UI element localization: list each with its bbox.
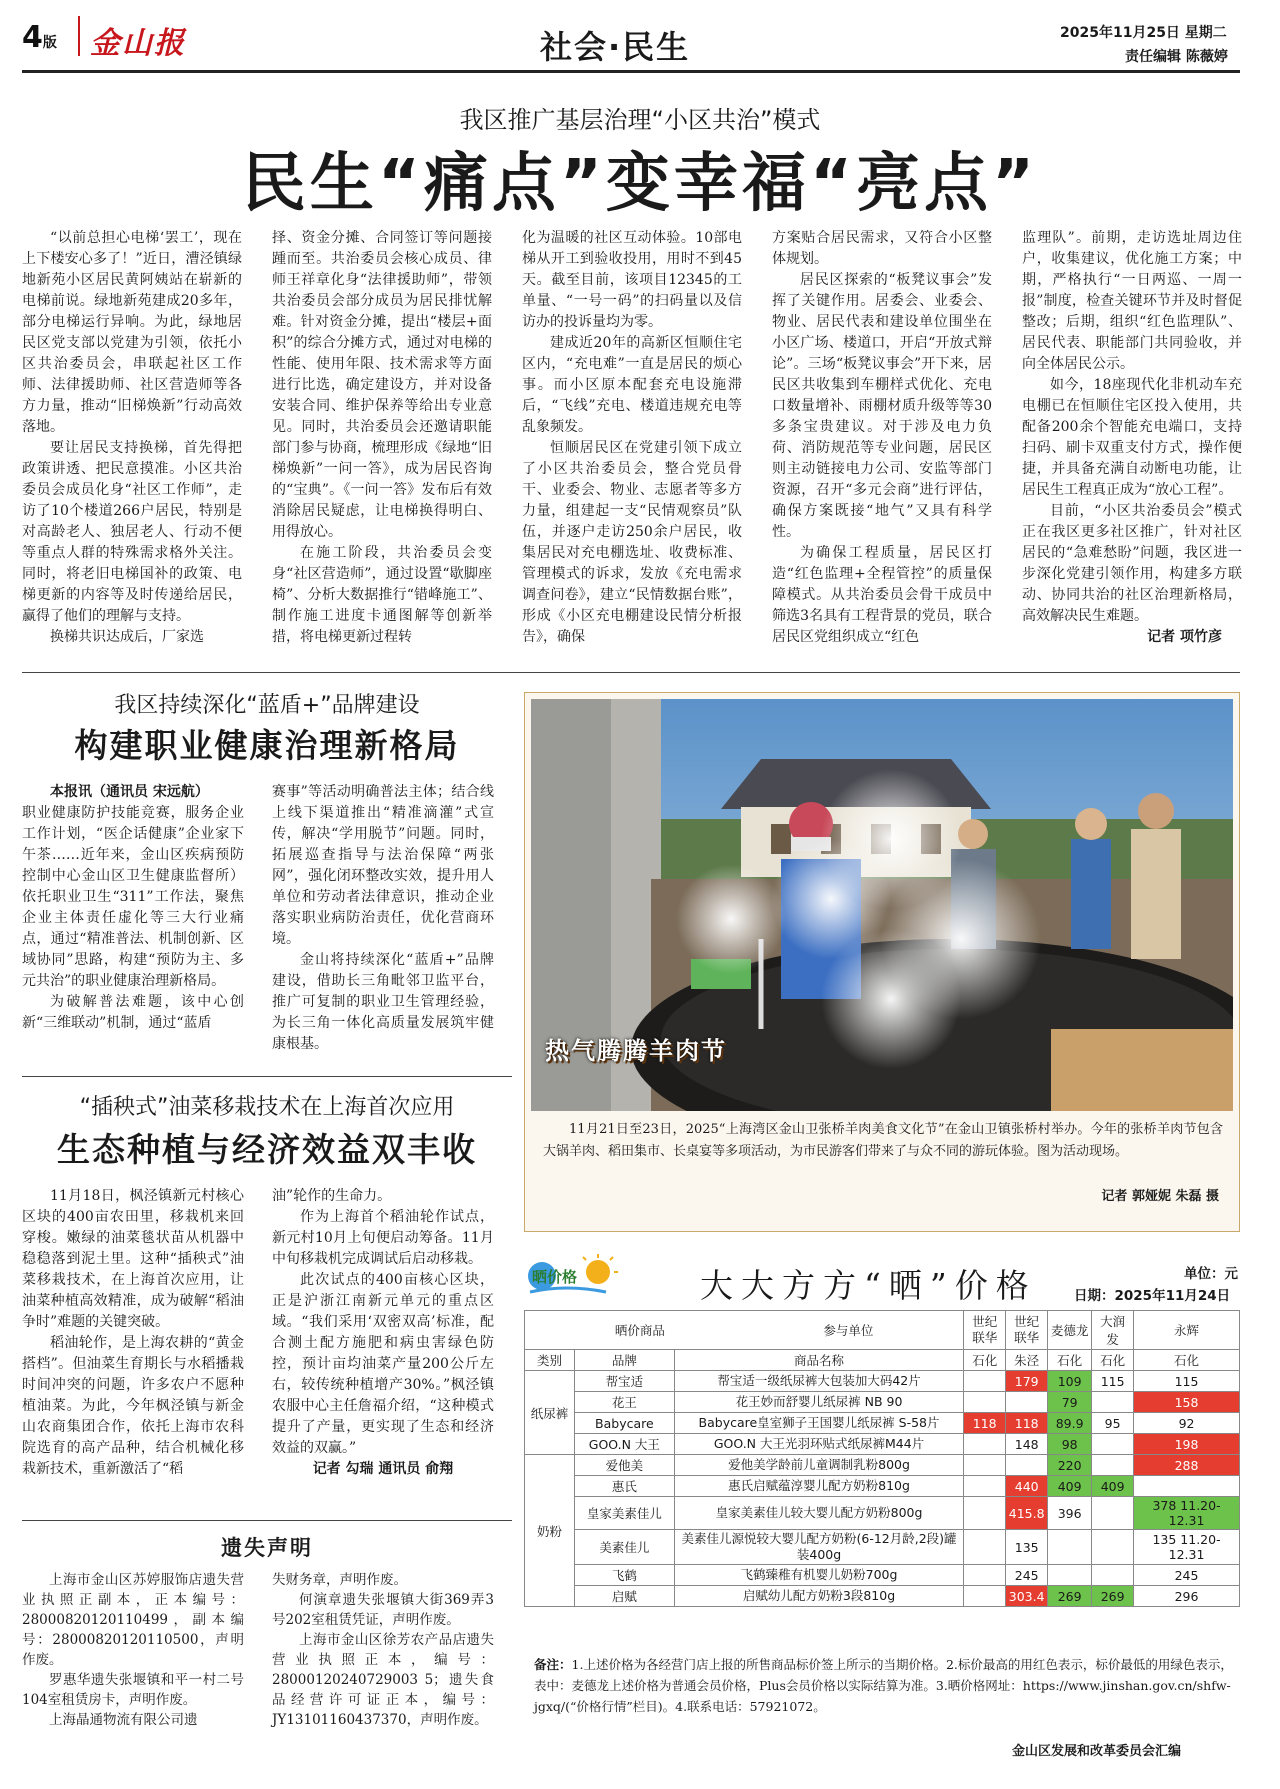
paragraph: 何演章遗失张堰镇大街369弄3号202室租赁凭证，声明作废。 [272, 1592, 494, 1628]
article3-headline: 生态种植与经济效益双丰收 [57, 1130, 477, 1169]
table-row [525, 1434, 1240, 1455]
section-divider [22, 1520, 512, 1521]
paragraph: 要让居民支持换梯，首先得把政策讲透、把民意摸准。小区共治委员会成员化身“社区工作师”，走访了10个楼道266户居民，特别是对高龄老人、独居老人、行动不便等重点人群的特殊需求格外关注。同时，将老旧电梯国补的政策、电梯更新的内容等及时传递给居民，赢得了他们的理解与支持。 [22, 440, 242, 624]
article2-kicker: 我区持续深化“蓝盾+”品牌建设 [114, 693, 420, 718]
editor-credit: 责任编辑 陈薇婷 [1125, 49, 1228, 65]
brand-cell: 启赋 [574, 1586, 674, 1607]
brand-cell: 惠氏 [574, 1476, 674, 1497]
product-cell: 爱他美学龄前儿童调制乳粉800g [674, 1455, 963, 1476]
notice-column-2 [272, 1570, 494, 1730]
price-cell [1048, 1530, 1092, 1565]
price-cell: 409 [1048, 1476, 1092, 1497]
paragraph: 作为上海首个稻油轮作试点，新元村10月上旬便启动筹备。11月中旬移栽机完成调试后启动移栽。 [272, 1209, 494, 1267]
price-cell: 135 11.20-12.31 [1134, 1530, 1240, 1565]
brand-cell: 皇家美素佳儿 [574, 1497, 674, 1530]
price-cell: 79 [1048, 1392, 1092, 1413]
brand-cell: GOO.N 大王 [574, 1434, 674, 1455]
price-cell [1048, 1565, 1092, 1586]
note-text: 1.上述价格为各经营门店上报的所售商品标价签上所示的当期价格。2.标价最高的用红色表示，标价最低的用绿色表示，表中：麦德龙上述价格为普通会员价格，Plus会员价格以实际结算为准。3.晒价格网址：https://www.jinshan.gov.cn/shfw-jgxq/(“价格行情”栏目)。4.联系电话：57921072。 [534, 1657, 1233, 1714]
article1-column-3 [522, 228, 742, 648]
paragraph: 上海晶通物流有限公司遗 [49, 1712, 198, 1728]
price-date: 日期：2025年11月24日 [1074, 1288, 1231, 1304]
paragraph: 稻油轮作，是上海农耕的“黄金搭档”。但油菜生育期长与水稻播栽时间冲突的问题，许多农户不愿种植油菜。为此，今年枫泾镇与新金山农商集团合作，依托上海市农科院选育的高产品种，结合机械化移栽新技术，重新激活了“稻 [22, 1335, 244, 1477]
price-cell [964, 1476, 1006, 1497]
paragraph: 监理队”。前期，走访选址周边住户，收集建议，优化施工方案；中期，严格执行“一日两巡、一周一报”制度，检查关键环节并及时督促整改；后期，组织“红色监理队”、居民代表、职能部门共同验收，并向全体居民公示。 [1022, 230, 1242, 372]
price-cell: 288 [1134, 1455, 1240, 1476]
store-header: 世纪联华 [964, 1311, 1006, 1350]
product-cell: 皇家美素佳儿较大婴儿配方奶粉800g [674, 1497, 963, 1530]
table-row [525, 1530, 1240, 1565]
paragraph: 失财务章，声明作废。 [272, 1572, 407, 1588]
paragraph: 此次试点的400亩核心区块，正是沪浙江南新元单元的重点区域。“我们采用‘双密双高’标准，配合测土配方施肥和病虫害绿色防控，预计亩均油菜产量200公斤左右，较传统种植增产30%。”枫泾镇农服中心主任詹福介绍，“这种模式提升了产量，更实现了生态和经济效益的双赢。” [272, 1272, 494, 1456]
paragraph: 如今，18座现代化非机动车充电棚已在恒顺住宅区投入使用，共配备200余个智能充电端口，支持扫码、刷卡双重支付方式，操作便捷，并具备充满自动断电功能，让居民生工程真正成为“放心工程”。 [1022, 377, 1242, 498]
table-row [525, 1586, 1240, 1607]
price-cell [1092, 1392, 1134, 1413]
price-cell [1092, 1455, 1134, 1476]
branch-header: 石化 [964, 1350, 1006, 1371]
product-cell: GOO.N 大王光羽环贴式纸尿裤M44片 [674, 1434, 963, 1455]
price-cell: 303.4 [1006, 1586, 1048, 1607]
price-cell [1006, 1392, 1048, 1413]
price-cell [964, 1586, 1006, 1607]
paragraph: 上海市金山区苏婷服饰店遗失营业执照正副本，正本编号：28000820120110499，副本编号：28000820120110500，声明作废。 [22, 1572, 244, 1668]
price-cell: 118 [1006, 1413, 1048, 1434]
price-cell: 296 [1134, 1586, 1240, 1607]
article1-column-4 [772, 228, 992, 648]
paragraph: 赛事”等活动明确普法主体；结合线上线下渠道推出“精准滴灌”式宣传，解决“学用脱节”问题。同时，拓展巡查指导与法治保障“两张网”，强化闭环整改实效，提升用人单位和劳动者法律意识，推动企业落实职业病防治责任，优化营商环境。 [272, 784, 494, 947]
category-cell: 奶粉 [525, 1455, 575, 1607]
article2-column-1 [22, 782, 244, 1034]
paper-logo: 金山报 [90, 26, 186, 61]
goods-header: 晒价商品 参与单位 [525, 1311, 964, 1350]
brand-cell: 帮宝适 [574, 1371, 674, 1392]
paragraph: 为确保工程质量，居民区打造“红色监理+全程管控”的质量保障模式。从共治委员会骨干成员中筛选3名具有工程背景的党员，联合居民区党组织成立“红色 [772, 545, 992, 645]
price-cell: 148 [1006, 1434, 1048, 1455]
article3-column-2 [272, 1186, 494, 1480]
table-row [525, 1497, 1240, 1530]
brand-cell: Babycare [574, 1413, 674, 1434]
article1-column-5 [1022, 228, 1242, 648]
store-header: 世纪联华 [1006, 1311, 1048, 1350]
brand-cell: 美素佳儿 [574, 1530, 674, 1565]
paragraph: 换梯共识达成后，厂家选 [50, 629, 204, 645]
table-row [525, 1413, 1240, 1434]
article3-kicker: “插秧式”油菜移栽技术在上海首次应用 [79, 1095, 455, 1120]
paragraph: 上海市金山区徐芳农产品店遗失营业执照正本，编号：28000120240729003 5；遗失食品经营许可证正本，编号：JY13101160437370，声明作废。 [272, 1632, 494, 1728]
price-table [524, 1310, 1240, 1607]
section-divider [22, 1076, 512, 1077]
price-cell: 409 [1092, 1476, 1134, 1497]
article1-column-2 [272, 228, 492, 648]
notice-column-1 [22, 1570, 244, 1730]
paragraph: 化为温暖的社区互动体验。10部电梯从开工到验收投用，用时不到45天。截至目前，该项目12345的工单量、“一号一码”的扫码量以及信访办的投诉量均为零。 [522, 230, 742, 330]
article2-column-2 [272, 782, 494, 1055]
paragraph: 居民区探索的“板凳议事会”发挥了关键作用。居委会、业委会、物业、居民代表和建设单位围坐在小区广场、楼道口，开启“开放式辩论”。三场“板凳议事会”开下来，居民区共收集到车棚样式优化、充电口数量增补、雨棚材质升级等等30多条宝贵建议。对于涉及电力负荷、消防规范等专业问题，居民区则主动链接电力公司、安监等部门资源，召开“多元会商”进行评估，确保方案既接“地气”又具有科学性。 [772, 272, 992, 540]
photo-caption: 11月21日至23日，2025“上海湾区金山卫张桥羊肉美食文化节”在金山卫镇张桥村举办。今年的张桥羊肉节包含大锅羊肉、稻田集市、长桌宴等多项活动，为市民游客们带来了与众不同的游玩体验。图为活动现场。 [543, 1122, 1223, 1159]
price-logo [526, 1254, 618, 1300]
price-cell [1134, 1476, 1240, 1497]
price-cell [964, 1565, 1006, 1586]
product-cell: 惠氏启赋蕴淳婴儿配方奶粉810g [674, 1476, 963, 1497]
event-photo [531, 699, 1233, 1111]
product-cell: 花王妙而舒婴儿纸尿裤 NB 90 [674, 1392, 963, 1413]
brand-cell: 飞鹤 [574, 1565, 674, 1586]
page-number: 4版 [22, 20, 57, 55]
price-cell [964, 1455, 1006, 1476]
brand-cell: 爱他美 [574, 1455, 674, 1476]
paragraph: 为破解普法难题，该中心创新“三维联动”机制，通过“蓝盾 [22, 994, 244, 1031]
article1-kicker: 我区推广基层治理“小区共治”模式 [459, 106, 821, 134]
issue-date: 2025年11月25日 星期二 [1060, 25, 1227, 41]
photo-frame [524, 692, 1240, 1232]
price-cell: 115 [1092, 1371, 1134, 1392]
price-table-wrap [524, 1310, 1240, 1607]
paragraph: “以前总担心电梯‘罢工’，现在上下楼安心多了！”近日，漕泾镇绿地新苑小区居民黄阿姨站在崭新的电梯前说。绿地新苑建成20多年，部分电梯运行异响。为此，绿地居民区党支部以党建为引领，依托小区共治委员会，串联起社区工作师、法律援助师、社区营造师等各方力量，推动“旧梯焕新”行动高效落地。 [22, 230, 242, 435]
table-row [525, 1392, 1240, 1413]
store-header: 大润发 [1092, 1311, 1134, 1350]
price-cell: 118 [964, 1413, 1006, 1434]
notice-title: 遗失声明 [221, 1536, 313, 1560]
masthead-divider [78, 16, 80, 56]
product-header: 商品名称 [674, 1350, 963, 1371]
price-cell: 109 [1048, 1371, 1092, 1392]
paragraph: 方案贴合居民需求，又符合小区整体规划。 [772, 230, 992, 267]
paragraph: 油”轮作的生命力。 [272, 1188, 392, 1204]
product-cell: 飞鹤臻稚有机婴儿奶粉700g [674, 1565, 963, 1586]
price-cell: 269 [1092, 1586, 1134, 1607]
note-label: 备注： [534, 1657, 572, 1672]
branch-header: 石化 [1134, 1350, 1240, 1371]
paragraph: 职业健康防护技能竞赛，服务企业工作计划，“医企话健康”企业家下午茶……近年来，金山区疾病预防控制中心金山区卫生健康监督所）依托职业卫生“311”工作法，聚焦企业主体责任虚化等三大行业痛点，通过“精准普法、机制创新、区域协同”思路，构建“预防为主、多元共治”的职业健康治理新格局。 [22, 805, 244, 989]
price-cell: 220 [1048, 1455, 1092, 1476]
price-cell: 415.8 [1006, 1497, 1048, 1530]
price-cell: 89.9 [1048, 1413, 1092, 1434]
price-cell: 245 [1134, 1565, 1240, 1586]
price-cell [1092, 1530, 1134, 1565]
price-cell: 115 [1134, 1371, 1240, 1392]
price-source: 金山区发展和改革委员会汇编 [1012, 1744, 1182, 1759]
store-header: 永辉 [1134, 1311, 1240, 1350]
price-logo-text: 晒价格 [532, 1268, 578, 1286]
article3-byline: 记者 勾瑞 通讯员 俞翔 [312, 1461, 454, 1477]
price-unit: 单位：元 [1184, 1266, 1238, 1282]
price-cell: 92 [1134, 1413, 1240, 1434]
product-cell: Babycare皇室狮子王国婴儿纸尿裤 S-58片 [674, 1413, 963, 1434]
product-cell: 启赋幼儿配方奶粉3段810g [674, 1586, 963, 1607]
price-cell: 198 [1134, 1434, 1240, 1455]
masthead-rule [22, 70, 1240, 73]
photo-credit: 记者 郭娅妮 朱磊 摄 [1101, 1189, 1219, 1204]
article1-headline: 民生“痛点”变幸福“亮点” [241, 147, 1039, 221]
article1-byline: 记者 项竹彦 [1147, 629, 1222, 645]
price-cell: 378 11.20-12.31 [1134, 1497, 1240, 1530]
price-cell: 269 [1048, 1586, 1092, 1607]
price-notes [534, 1654, 1234, 1717]
category-header: 类别 [525, 1350, 575, 1371]
table-row [525, 1476, 1240, 1497]
table-row [525, 1371, 1240, 1392]
price-cell [1092, 1497, 1134, 1530]
price-cell [964, 1497, 1006, 1530]
price-cell: 245 [1006, 1565, 1048, 1586]
price-title: 大大方方“晒”价格 [700, 1266, 1037, 1305]
price-cell: 98 [1048, 1434, 1092, 1455]
section-divider [22, 672, 1240, 673]
paragraph: 恒顺居民区在党建引领下成立了小区共治委员会，整合党员骨干、业委会、物业、志愿者等多方力量，组建起一支“民情观察员”队伍，并逐户走访250余户居民，收集居民对充电棚选址、收费标准、管理模式的诉求，发放《充电需求调查问卷》，建立“民情数据台账”，形成《小区充电棚建设民情分析报告》，确保 [522, 440, 742, 645]
table-row [525, 1565, 1240, 1586]
branch-header: 石化 [1092, 1350, 1134, 1371]
price-cell: 95 [1092, 1413, 1134, 1434]
product-cell: 美素佳儿源悦较大婴儿配方奶粉(6-12月龄,2段)罐装400g [674, 1530, 963, 1565]
article2-lead: 本报讯（通讯员 宋远航） [50, 784, 209, 800]
paragraph: 建成近20年的高新区恒顺住宅区内，“充电难”一直是居民的烦心事。而小区原本配套充电设施滞后，“飞线”充电、楼道违规充电等乱象频发。 [522, 335, 742, 435]
price-cell [964, 1434, 1006, 1455]
price-cell: 135 [1006, 1530, 1048, 1565]
brand-cell: 花王 [574, 1392, 674, 1413]
price-cell: 440 [1006, 1476, 1048, 1497]
price-cell: 158 [1134, 1392, 1240, 1413]
paragraph: 11月18日，枫泾镇新元村核心区块的400亩农田里，移栽机来回穿梭。嫩绿的油菜毯状苗从机器中稳稳落到泥土里。这种“插秧式”油菜移栽技术，在上海首次应用，让油菜种植高效精准，成为破解“稻油争时”难题的关键突破。 [22, 1188, 244, 1330]
paragraph: 目前，“小区共治委员会”模式正在我区更多社区推广，针对社区居民的“急难愁盼”问题，我区进一步深化党建引领作用，构建多方联动、协同共治的社区治理新格局，高效解决民生难题。 [1022, 503, 1242, 624]
paragraph: 在施工阶段，共治委员会变身“社区营造师”，通过设置“歇脚座椅”、分析大数据推行“错峰施工”、制作施工进度卡通图解等创新举措，将电梯更新过程转 [272, 545, 492, 645]
price-cell [1092, 1565, 1134, 1586]
paragraph: 择、资金分摊、合同签订等问题接踵而至。共治委员会核心成员、律师王祥章化身“法律援助师”，带领共治委员会部分成员为居民排忧解难。针对资金分摊，提出“楼层+面积”的综合分摊方式，通过对电梯的性能、使用年限、技术需求等方面进行比选，确定建设方，并对设备安装合同、维护保养等给出专业意见。同时，共治委员会还邀请职能部门参与协商，梳理形成《绿地“旧梯焕新”一问一答》，成为居民咨询的“宝典”。《一问一答》发布后有效消除居民疑虑，让电梯换得明白、用得放心。 [272, 230, 492, 540]
price-cell [964, 1530, 1006, 1565]
branch-header: 朱泾 [1006, 1350, 1048, 1371]
price-cell [1006, 1455, 1048, 1476]
product-cell: 帮宝适一级纸尿裤大包装加大码42片 [674, 1371, 963, 1392]
category-cell: 纸尿裤 [525, 1371, 575, 1455]
price-cell: 179 [1006, 1371, 1048, 1392]
brand-header: 品牌 [574, 1350, 674, 1371]
price-cell: 396 [1048, 1497, 1092, 1530]
paragraph: 金山将持续深化“蓝盾+”品牌建设，借助长三角毗邻卫监平台，推广可复制的职业卫生管理经验，为长三角一体化高质量发展筑牢健康根基。 [272, 952, 494, 1052]
article3-column-1 [22, 1186, 244, 1480]
photo-title: 热气腾腾羊肉节 [545, 1037, 727, 1065]
store-header: 麦德龙 [1048, 1311, 1092, 1350]
price-cell [1092, 1434, 1134, 1455]
article2-headline: 构建职业健康治理新格局 [74, 726, 460, 765]
branch-header: 石化 [1048, 1350, 1092, 1371]
price-cell [964, 1371, 1006, 1392]
price-cell [964, 1392, 1006, 1413]
article1-column-1 [22, 228, 242, 648]
section-title: 社会·民生 [540, 28, 691, 66]
price-table-body [525, 1371, 1240, 1607]
paragraph: 罗惠华遗失张堰镇和平一村二号104室租赁房卡，声明作废。 [22, 1672, 244, 1708]
table-row [525, 1455, 1240, 1476]
